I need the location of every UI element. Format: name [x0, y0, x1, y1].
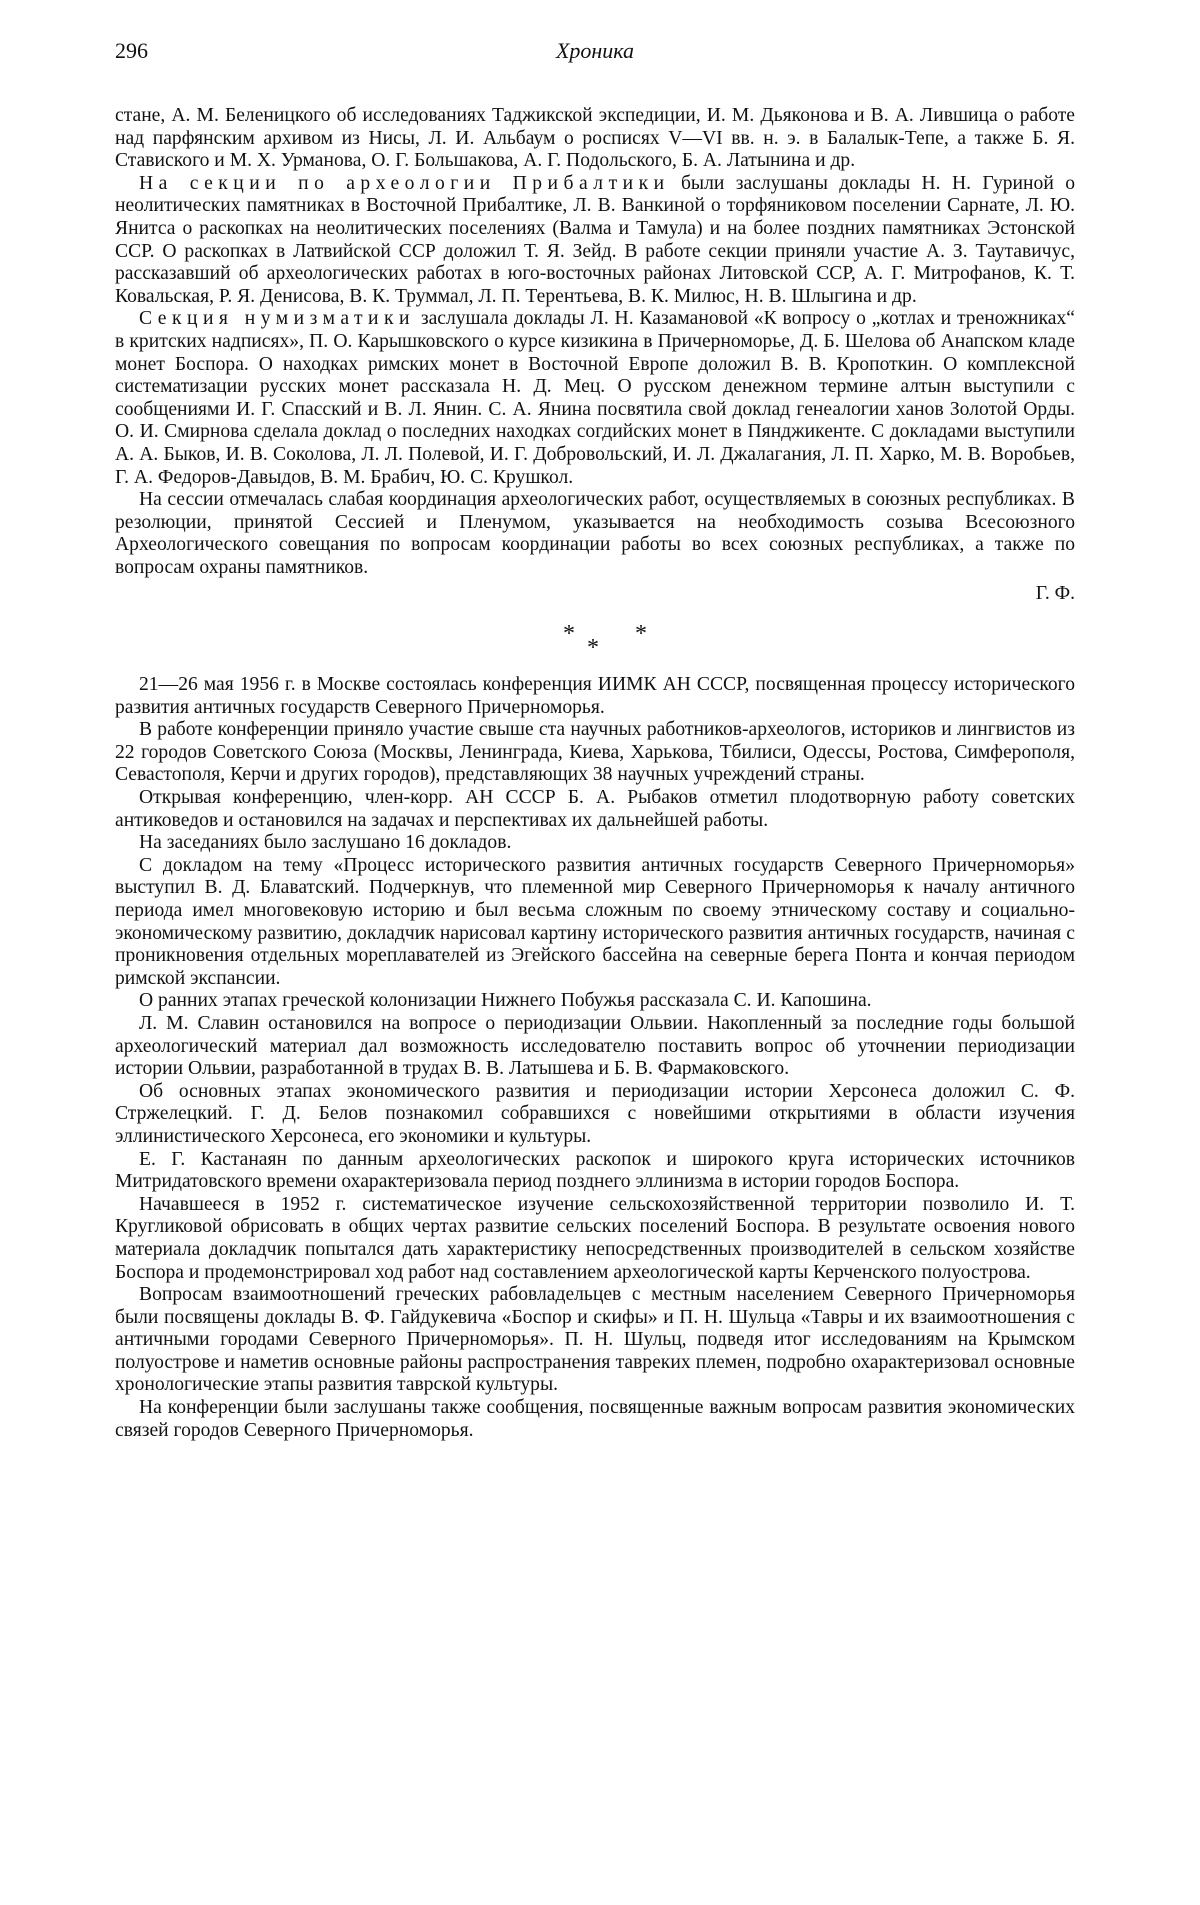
- paragraph-text: заслушала доклады Л. Н. Казамановой «К вопросу о „котлах и треножниках“ в критских надписях», П. О. Карышковского о курсе кизикина в Причерноморье, Д. Б. Шелова об Анапском кладе монет Боспора. О находках римских монет в Восточной Европе доложил В. В. Кропоткин. О комплексной систематизации русских монет рассказала Н. Д. Мец. О русском денежном термине алтын выступили с сообщениями И. Г. Спасский и В. Л. Янин. С. А. Янина посвятила свой доклад генеалогии ханов Золотой Орды. О. И. Смирнова сделала доклад о последних находках согдийских монет в Пянджикенте. С докладами выступили А. А. Быков, И. В. Соколова, Л. Л. Полевой, И. Г. Добровольский, И. Л. Джалагания, Л. П. Харко, М. В. Воробьев, Г. А. Федоров-Давыдов, В. М. Брабич, Ю. С. Крушкол.: [115, 308, 1075, 488]
- paragraph: Л. М. Славин остановился на вопросе о периодизации Ольвии. Накопленный за последние годы большой археологический материал дал возможность исследователю поставить вопрос об уточнении периодизации истории Ольвии, разработанной в трудах В. В. Латышева и Б. В. Фармаковского.: [115, 1012, 1075, 1080]
- paragraph: 21—26 мая 1956 г. в Москве состоялась конференция ИИМК АН СССР, посвященная процессу исторического развития античных государств Северного Причерноморья.: [115, 674, 1075, 718]
- paragraph: [115, 173, 1075, 309]
- section-heading-inline: Секция нумизматики: [139, 308, 416, 330]
- paragraph: Начавшееся в 1952 г. систематическое изучение сельскохозяйственной территории позволило И. Т. Кругликовой обрисовать в общих чертах развитие сельских поселений Боспора. В результате освоения нового материала докладчик попытался дать характеристику непосредственных производителей в сельском хозяйстве Боспора и продемонстрировал ход работ над составлением археологической карты Керченского полуострова.: [115, 1193, 1075, 1283]
- section-heading-inline: На секции по археологии Прибалтики: [139, 172, 670, 194]
- paragraph-text: были заслушаны доклады Н. Н. Гуриной о неолитических памятниках в Восточной Прибалтике, Л. В. Ванкиной о торфяниковом поселении Сарнате, Л. Ю. Янитса о раскопках на неолитических поселениях (Валма и Тамула) и на более поздних памятниках Эстонской ССР. О раскопках в Латвийской ССР доложил Т. Я. Зейд. В работе секции приняли участие А. З. Таутавичус, рассказавший об археологических работах в юго-восточных районах Литовской ССР, А. Г. Митрофанов, К. Т. Ковальская, Р. Я. Денисова, В. К. Труммал, Л. П. Терентьева, В. К. Милюс, Н. В. Шлыгина и др.: [115, 172, 1075, 307]
- paragraph: [115, 308, 1075, 489]
- paragraph: С докладом на тему «Процесс исторического развития античных государств Северного Причерноморья» выступил В. Д. Блаватский. Подчеркнув, что племенной мир Северного Причерноморья к началу античного периода имел многовековую историю и был весьма сложным по своему этническому составу и социально-экономическому развитию, докладчик нарисовал картину исторического развития античных государств, начиная с проникновения отдельных мореплавателей из Эгейского бассейна на северные берега Понта и кончая периодом римской экспансии.: [115, 854, 1075, 989]
- paragraph: На конференции были заслушаны также сообщения, посвященные важным вопросам развития экономических связей городов Северного Причерноморья.: [115, 1397, 1075, 1441]
- paragraph-text: стане, А. М. Беленицкого об исследованиях Таджикской экспедиции, И. М. Дьяконова и В. А. Лившица о работе над парфянским архивом из Нисы, Л. И. Альбаум о росписях V—VI вв. н. э. в Балалык-Тепе, а также Б. Я. Ставиского и М. Х. Урманова, О. Г. Большакова, А. Г. Подольского, Б. А. Латынина и др.: [115, 105, 1075, 172]
- page-number: 296: [115, 38, 148, 63]
- paragraph: О ранних этапах греческой колонизации Нижнего Побужья рассказала С. И. Капошина.: [139, 990, 872, 1012]
- running-head: Хроника: [555, 38, 635, 63]
- asterisk-mark: *: [563, 621, 575, 648]
- paragraph-text: На сессии отмечалась слабая координация археологических работ, осуществляемых в союзных республиках. В резолюции, принятой Сессией и Пленумом, указывается на необходимость созыва Всесоюзного Археологического совещания по вопросам координации работы во всех союзных республиках, а также по вопросам охраны памятников.: [115, 489, 1075, 578]
- asterisk-mark: *: [587, 635, 599, 662]
- paragraph: Е. Г. Кастанаян по данным археологических раскопок и широкого круга исторических источников Митридатовского времени охарактеризовала период позднего эллинизма в истории городов Боспора.: [115, 1148, 1075, 1193]
- paragraph: [115, 105, 1075, 173]
- article-body: [115, 105, 1075, 1442]
- paragraph: Вопросам взаимоотношений греческих рабовладельцев с местным населением Северного Причерноморья были посвящены доклады В. Ф. Гайдукевича «Боспор и скифы» и П. Н. Шульца «Тавры и их взаимоотношения с античными городами Северного Причерноморья». П. Н. Шульц, подведя итог исследованиям на Крымском полуострове и наметив основные районы распространения тавреких племен, подробно охарактеризовал основные хронологические этапы развития таврской культуры.: [115, 1284, 1075, 1396]
- section-divider-asterism: [115, 612, 1075, 660]
- paragraph: [115, 489, 1075, 579]
- paragraph: Об основных этапах экономического развития и периодизации истории Херсонеса доложил С. Ф. Стржелецкий. Г. Д. Белов познакомил собравшихся с новейшими открытиями в области изучения эллинистического Херсонеса, его экономики и культуры.: [115, 1080, 1075, 1147]
- paragraph: Открывая конференцию, член-корр. АН СССР Б. А. Рыбаков отметил плодотворную работу советских антиковедов и остановился на задачах и перспективах их дальнейшей работы.: [115, 787, 1075, 831]
- author-signature: Г. Ф.: [1035, 583, 1075, 605]
- asterisk-mark: *: [635, 621, 647, 648]
- paragraph: В работе конференции приняло участие свыше ста научных работников-археологов, историков и лингвистов из 22 городов Советского Союза (Москвы, Ленинграда, Киева, Харькова, Тбилиси, Одессы, Ростова, Симферополя, Севастополя, Керчи и других городов), представляющих 38 научных учреждений страны.: [115, 719, 1075, 786]
- paragraph: На заседаниях было заслушано 16 докладов.: [139, 832, 512, 854]
- page-header: [115, 38, 1075, 74]
